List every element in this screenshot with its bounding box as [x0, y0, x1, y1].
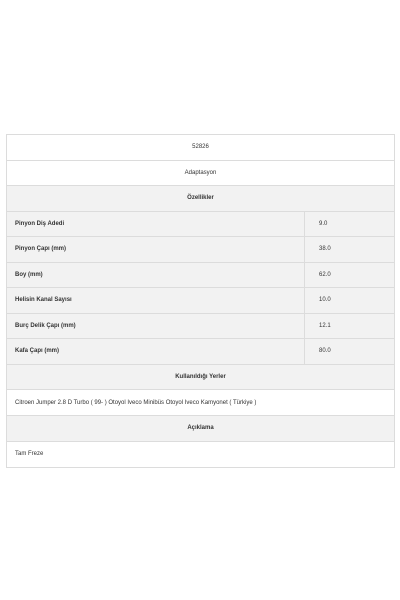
spec-row: [7, 313, 395, 339]
spec-value: 38.0: [305, 237, 395, 263]
usage-header: Kullanıldığı Yerler: [7, 364, 395, 390]
spec-label: Kafa Çapı (mm): [7, 339, 305, 365]
usage-header-row: [7, 364, 395, 390]
spec-label: Helisin Kanal Sayısı: [7, 288, 305, 314]
spec-row: [7, 211, 395, 237]
spec-label: Pinyon Çapı (mm): [7, 237, 305, 263]
product-category: Adaptasyon: [7, 160, 395, 186]
product-code: 52826: [7, 135, 395, 161]
spec-row: [7, 339, 395, 365]
spec-value: 80.0: [305, 339, 395, 365]
spec-label: Boy (mm): [7, 262, 305, 288]
specs-header-row: [7, 186, 395, 212]
spec-value: 9.0: [305, 211, 395, 237]
spec-label: Pinyon Diş Adedi: [7, 211, 305, 237]
spec-row: [7, 262, 395, 288]
spec-label: Burç Delik Çapı (mm): [7, 313, 305, 339]
description-text: Tam Freze: [7, 441, 395, 467]
description-header: Açıklama: [7, 416, 395, 442]
product-code-row: [7, 135, 395, 161]
spec-value: 12.1: [305, 313, 395, 339]
description-text-row: [7, 441, 395, 467]
usage-text-row: [7, 390, 395, 416]
spec-value: 62.0: [305, 262, 395, 288]
spec-value: 10.0: [305, 288, 395, 314]
usage-text: Citroen Jumper 2.8 D Turbo ( 99- ) Otoyol Iveco Minibüs Otoyol Iveco Kamyonet ( Türkiye ): [7, 390, 395, 416]
product-category-row: [7, 160, 395, 186]
description-header-row: [7, 416, 395, 442]
specs-header: Özellikler: [7, 186, 395, 212]
spec-row: [7, 237, 395, 263]
product-spec-table: [6, 134, 395, 468]
spec-row: [7, 288, 395, 314]
